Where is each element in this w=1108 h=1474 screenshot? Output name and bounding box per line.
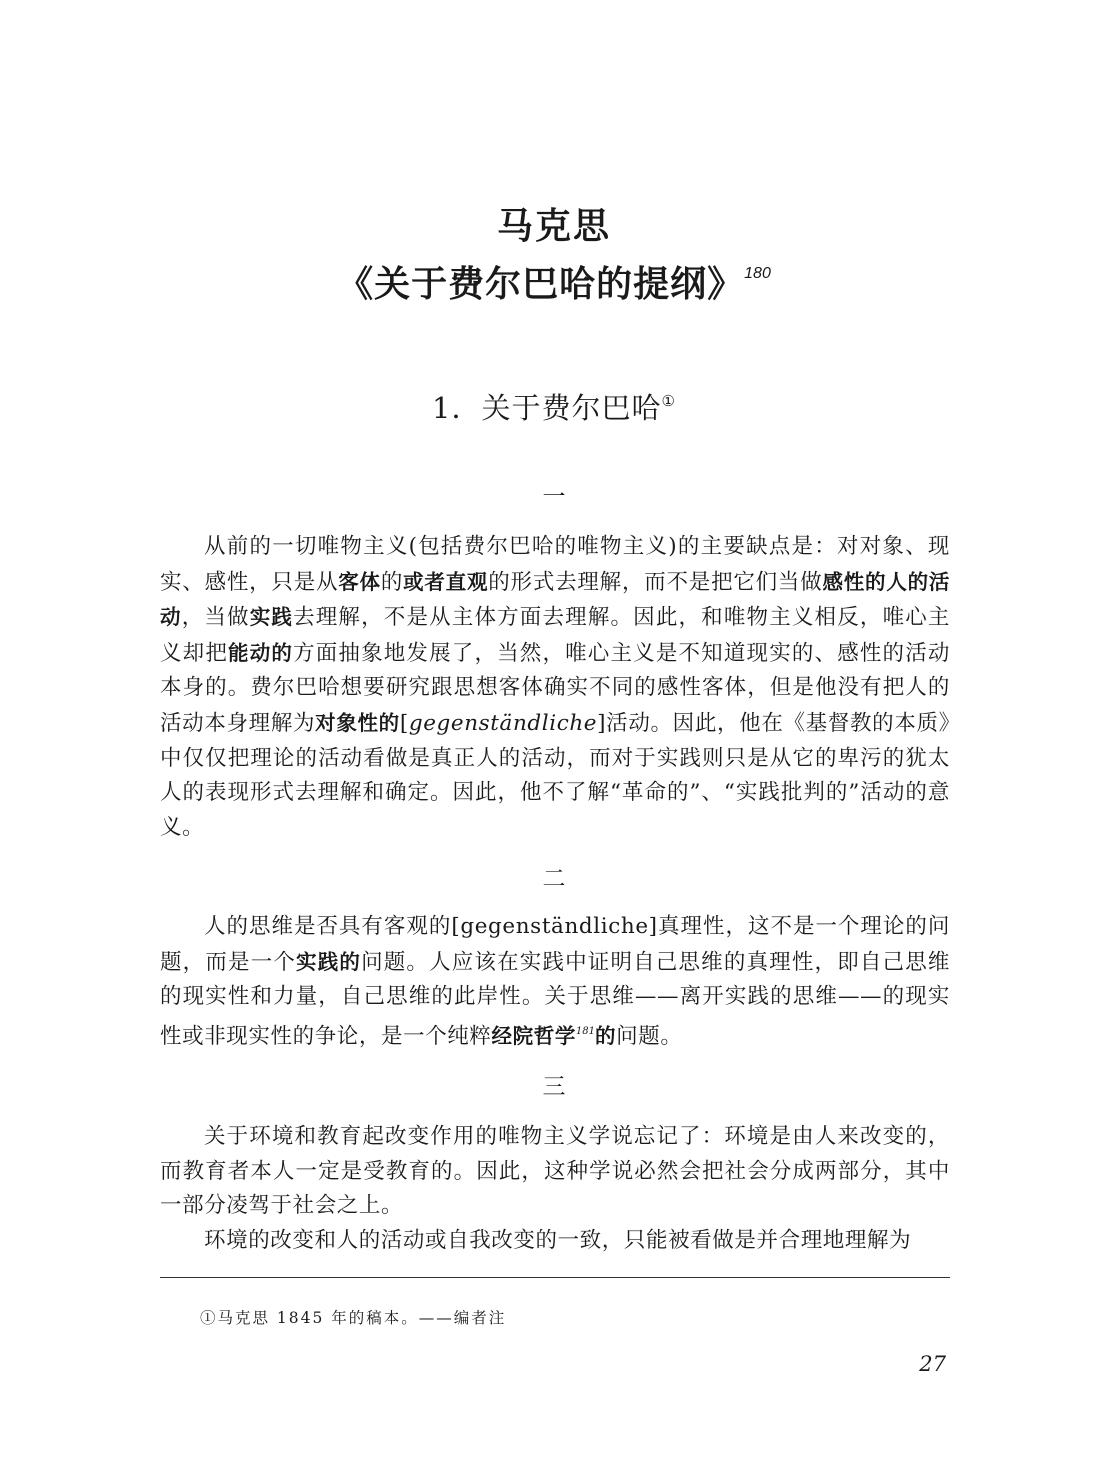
text-run: ，当做 xyxy=(181,605,250,631)
emphasis-text: 实践 xyxy=(249,605,294,630)
thesis-number-two: 二 xyxy=(542,866,566,892)
work-title xyxy=(0,256,1108,307)
section-title xyxy=(0,386,1108,427)
work-title-text: 《关于费尔巴哈的提纲》 xyxy=(337,263,745,305)
text-run: 从前的一切唯物主义(包括费尔巴哈的唯物主义)的主要缺点是：对对象、现实、感性，只是从 xyxy=(160,534,950,595)
emphasis-text: 感性的人的活动 xyxy=(160,569,950,630)
section-title-text: 1．关于费尔巴哈 xyxy=(432,391,662,425)
text-run: [ xyxy=(399,710,409,736)
footnote-divider xyxy=(160,1277,950,1278)
thesis-three-paragraph: 关于环境和教育起改变作用的唯物主义学说忘记了：环境是由人来改变的，而教育者本人一定是受教育的。因此，这种学说必然会把社会分成两部分，其中一部分凌驾于社会之上。 xyxy=(160,1124,950,1219)
reference-number: 181 xyxy=(575,1025,596,1037)
german-term: gegenständliche xyxy=(408,710,598,736)
emphasis-text: 能动的 xyxy=(228,640,294,665)
thesis-one-paragraph xyxy=(160,530,950,845)
thesis-two-paragraph xyxy=(160,910,950,1054)
emphasis-text: 实践的 xyxy=(296,949,362,974)
emphasis-text: 或者直观 xyxy=(403,569,489,594)
author-title: 马克思 xyxy=(496,205,611,247)
thesis-number-one: 一 xyxy=(542,484,566,510)
page-number: 27 xyxy=(919,1352,946,1376)
emphasis-text: 的 xyxy=(595,1023,617,1048)
emphasis-text: 对象性的 xyxy=(315,710,400,735)
text-run: ]活动。因此，他在《基督教的本质》中仅仅把理论的活动看做是真正人的活动，而对于实践则只是从它的卑污的犹太人的表现形式去理解和确定。因此，他不了解“革命的”、“实践批判的”活动的意义。 xyxy=(160,710,951,840)
text-run: 去理解，不是从主体方面去理解。因此，和唯物主义相反，唯心主义却把 xyxy=(160,605,951,666)
text-run: 问题。人应该在实践中证明自己思维的真理性，即自己思维的现实性和力量，自己思维的此岸性。关于思维——离开实践的思维——的现实性或非现实性的争论，是一个纯粹 xyxy=(160,949,950,1049)
thesis-number-three: 三 xyxy=(542,1074,566,1100)
text-run: 的形式去理解，而不是把它们当做 xyxy=(488,569,823,595)
emphasis-text: 客体 xyxy=(338,569,381,594)
text-run: 方面抽象地发展了，当然，唯心主义是不知道现实的、感性的活动本身的。费尔巴哈想要研究跟思想客体确实不同的感性客体，但是他没有把人的活动本身理解为 xyxy=(160,640,950,736)
footnote: ①马克思 1845 年的稿本。——编者注 xyxy=(200,1309,507,1327)
thesis-three-paragraph-continued: 环境的改变和人的活动或自我改变的一致，只能被看做是并合理地理解为 xyxy=(204,1228,912,1253)
footnote-marker: ① xyxy=(661,392,676,410)
text-run: 人的思维是否具有客观的[gegenständliche]真理性，这不是一个理论的问题，而是一个 xyxy=(160,914,950,975)
work-reference-number: 180 xyxy=(744,265,771,282)
text-run: 问题。 xyxy=(616,1023,683,1049)
text-run: 的 xyxy=(380,569,404,595)
emphasis-text: 经院哲学 xyxy=(491,1023,576,1048)
